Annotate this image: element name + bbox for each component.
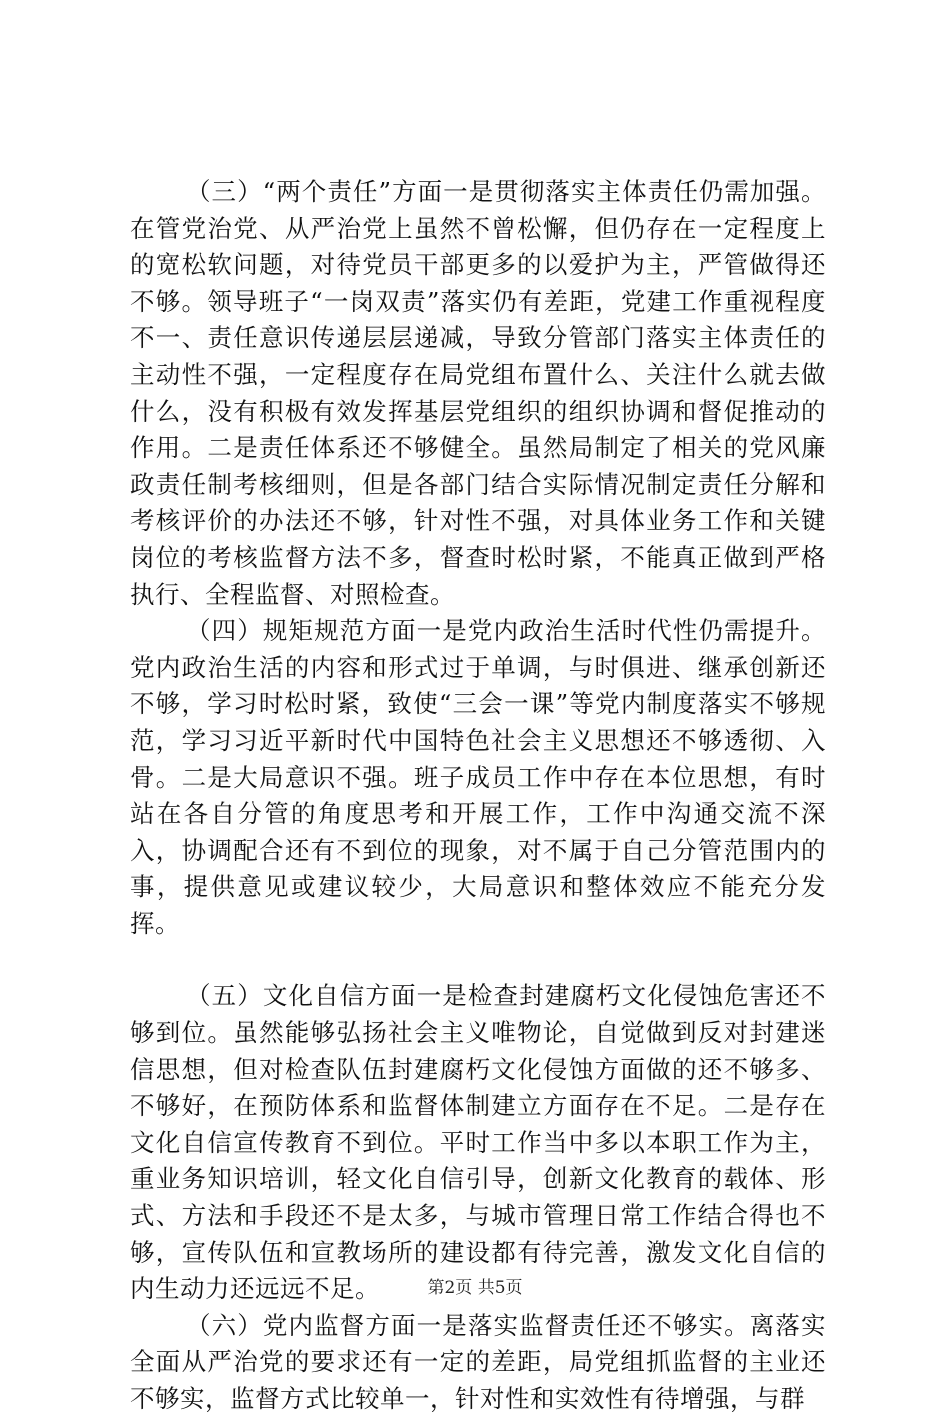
paragraph-spacer [130,942,826,978]
page-footer: 第2页 共5页 [427,1278,523,1298]
paragraph-responsibilities: （三）“两个责任”方面一是贯彻落实主体责任仍需加强。在管党治党、从严治党上虽然不曾松懈，但仍存在一定程度上的宽松软问题，对待党员干部更多的以爱护为主，严管做得还不够。领导班子“一岗双责”落实仍有差距，党建工作重视程度不一、责任意识传递层层递减，导致分管部门落实主体责任的主动性不强，一定程度存在局党组布置什么、关注什么就去做什么，没有积极有效发挥基层党组织的组织协调和督促推动的作用。二是责任体系还不够健全。虽然局制定了相关的党风廉政责任制考核细则，但是各部门结合实际情况制定责任分解和考核评价的办法还不够，针对性不强，对具体业务工作和关键岗位的考核监督方法不多，督查时松时紧，不能真正做到严格执行、全程监督、对照检查。 [130,177,826,609]
paragraph-rules-norms: （四）规矩规范方面一是党内政治生活时代性仍需提升。党内政治生活的内容和形式过于单调，与时俱进、继承创新还不够，学习时松时紧，致使“三会一课”等党内制度落实不够规范，学习习近平新时代中国特色社会主义思想还不够透彻、入骨。二是大局意识不强。班子成员工作中存在本位思想，有时站在各自分管的角度思考和开展工作，工作中沟通交流不深入，协调配合还有不到位的现象，对不属于自己分管范围内的事，提供意见或建议较少，大局意识和整体效应不能充分发挥。 [130,616,826,938]
paragraph-party-supervision: （六）党内监督方面一是落实监督责任还不够实。离落实全面从严治党的要求还有一定的差距，局党组抓监督的主业还不够实，监督方式比较单一，针对性和实效性有待增强，与群 [130,1310,826,1413]
paragraph-cultural-confidence: （五）文化自信方面一是检查封建腐朽文化侵蚀危害还不够到位。虽然能够弘扬社会主义唯物论，自觉做到反对封建迷信思想，但对检查队伍封建腐朽文化侵蚀方面做的还不够多、不够好，在预防体系和监督体制建立方面存在不足。二是存在文化自信宣传教育不到位。平时工作当中多以本职工作为主，重业务知识培训，轻文化自信引导，创新文化教育的载体、形式、方法和手段还不是太多，与城市管理日常工作结合得也不够，宣传队伍和宣教场所的建设都有待完善，激发文化自信的内生动力还远远不足。 [130,981,826,1304]
document-body [130,174,826,1418]
